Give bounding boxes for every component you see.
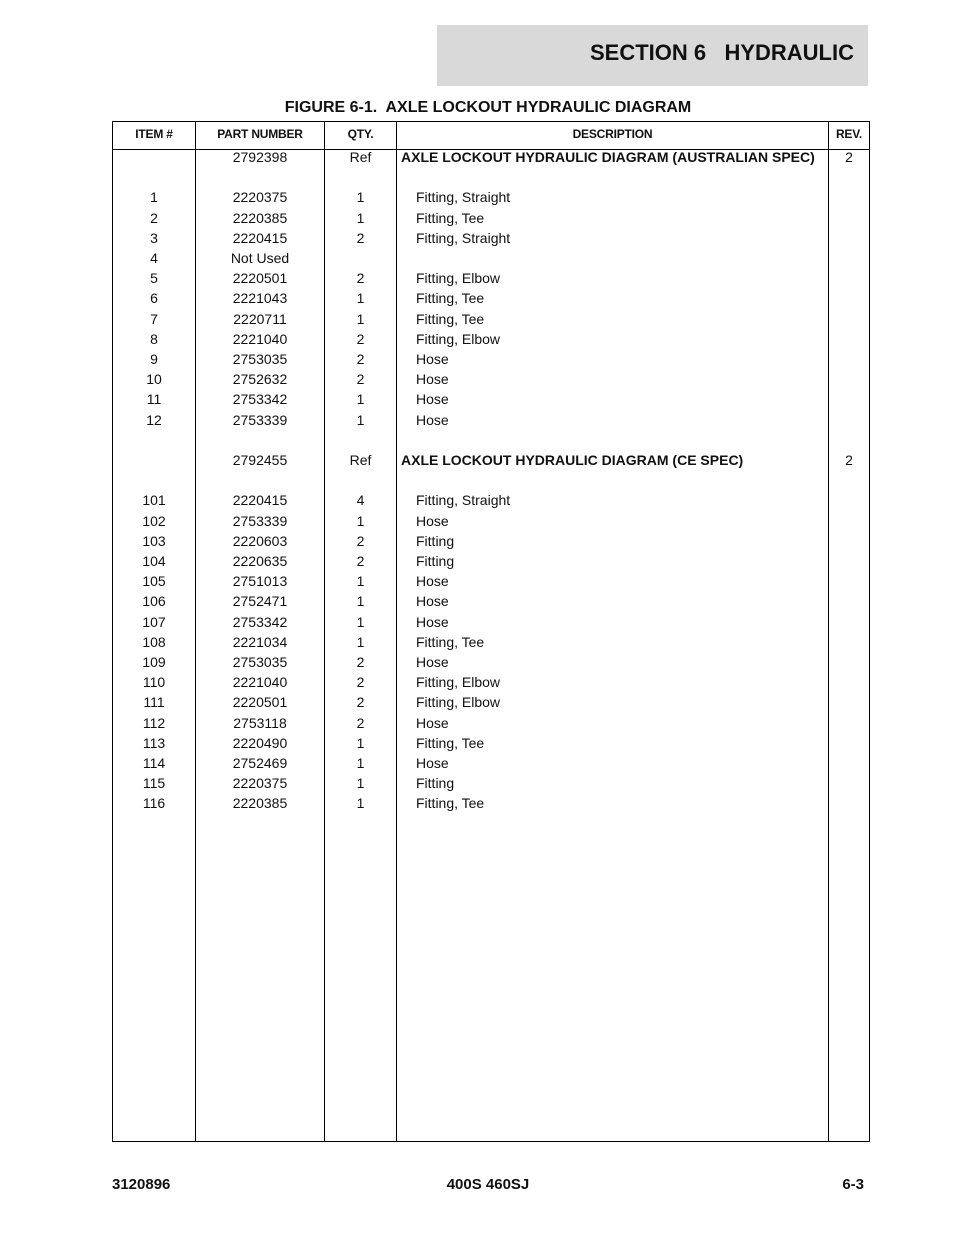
cell-description: Fitting, Elbow — [416, 270, 501, 287]
cell-part-number: 2751013 — [232, 573, 288, 590]
column-header-description: DESCRIPTION — [572, 127, 653, 141]
cell-description: Fitting, Straight — [416, 189, 511, 206]
cell-description: Fitting, Tee — [416, 633, 485, 650]
cell-item: 11 — [146, 391, 162, 408]
cell-part-number: 2752469 — [232, 755, 288, 771]
cell-part-number: 2220490 — [232, 734, 288, 751]
cell-description: Hose — [416, 714, 449, 731]
cell-item: 3 — [150, 229, 158, 246]
cell-qty: 2 — [356, 553, 365, 569]
table-row — [113, 189, 869, 209]
cell-part-number: 2753342 — [232, 391, 288, 408]
table-row — [113, 634, 869, 654]
cell-item: 109 — [142, 654, 166, 670]
cell-qty: 1 — [356, 775, 365, 792]
table-row — [113, 371, 869, 391]
cell-description: Hose — [416, 654, 449, 670]
cell-description: Hose — [416, 593, 449, 610]
cell-description: Fitting — [416, 775, 455, 792]
cell-qty: 1 — [356, 755, 365, 771]
cell-description: Fitting, Tee — [416, 310, 485, 327]
cell-description: Fitting, Straight — [416, 492, 511, 509]
cell-qty: Ref — [349, 149, 372, 165]
cell-item: 103 — [142, 532, 166, 549]
cell-item: 110 — [142, 674, 166, 691]
cell-description: Fitting, Tee — [416, 795, 485, 812]
cell-qty: 2 — [356, 229, 365, 246]
footer-doc-number: 3120896 — [112, 1176, 171, 1193]
cell-item: 106 — [142, 593, 166, 610]
cell-qty: Ref — [349, 452, 372, 468]
cell-rev: 2 — [845, 452, 853, 468]
cell-item: 115 — [142, 775, 166, 792]
cell-part-number: 2220635 — [232, 553, 288, 569]
cell-description: Hose — [416, 755, 449, 771]
cell-qty: 2 — [356, 694, 365, 711]
cell-item: 116 — [142, 795, 166, 812]
cell-description: Fitting — [416, 553, 455, 569]
cell-qty: 1 — [356, 290, 365, 307]
cell-part-number: 2221040 — [232, 330, 288, 347]
cell-description: Hose — [416, 351, 449, 367]
cell-qty: 1 — [356, 512, 365, 529]
cell-item: 108 — [142, 633, 166, 650]
cell-qty: 2 — [356, 674, 365, 691]
cell-description: Fitting, Tee — [416, 209, 485, 226]
cell-item: 5 — [150, 270, 158, 287]
cell-part-number: 2220603 — [232, 532, 288, 549]
cell-qty: 4 — [356, 492, 365, 509]
cell-item: 107 — [142, 613, 166, 630]
cell-item: 6 — [150, 290, 158, 307]
cell-item: 4 — [150, 250, 158, 266]
table-row — [113, 614, 869, 634]
cell-qty: 1 — [356, 593, 365, 610]
cell-qty: 1 — [356, 734, 365, 751]
cell-part-number: 2753118 — [233, 714, 287, 731]
cell-part-number: 2220415 — [232, 229, 288, 246]
cell-item: 111 — [143, 694, 165, 711]
cell-description: Fitting, Tee — [416, 290, 485, 307]
cell-part-number: 2753035 — [232, 654, 288, 670]
table-row — [113, 654, 869, 674]
cell-description: Hose — [416, 411, 449, 428]
table-row — [113, 311, 869, 331]
cell-description: Fitting, Elbow — [416, 694, 501, 711]
cell-description: Fitting, Elbow — [416, 330, 501, 347]
cell-part-number: 2221043 — [232, 290, 288, 307]
cell-item: 1 — [150, 189, 158, 206]
cell-part-number: 2792455 — [232, 452, 288, 468]
cell-item: 113 — [142, 734, 166, 751]
table-row — [113, 391, 869, 411]
cell-part-number: 2220385 — [232, 209, 288, 226]
cell-description: Fitting, Elbow — [416, 674, 501, 691]
table-row — [113, 553, 869, 573]
cell-item: 10 — [146, 371, 162, 388]
table-row — [113, 715, 869, 735]
table-row — [113, 331, 869, 351]
cell-item: 9 — [150, 351, 158, 367]
cell-qty: 2 — [356, 270, 365, 287]
table-row — [113, 513, 869, 533]
cell-part-number: Not Used — [230, 250, 290, 266]
cell-part-number: 2752632 — [232, 371, 288, 388]
footer-model: 400S 460SJ — [446, 1176, 530, 1193]
cell-description: Fitting — [416, 532, 455, 549]
table-row — [113, 755, 869, 775]
table-row — [113, 270, 869, 290]
cell-part-number: 2792398 — [232, 149, 288, 165]
cell-description: AXLE LOCKOUT HYDRAULIC DIAGRAM (CE SPEC) — [401, 452, 744, 468]
section-title: SECTION 6 HYDRAULIC — [589, 40, 854, 65]
cell-qty: 2 — [356, 532, 365, 549]
cell-qty: 1 — [356, 613, 365, 630]
cell-part-number: 2220501 — [232, 270, 288, 287]
cell-qty: 2 — [356, 351, 365, 367]
cell-part-number: 2753035 — [232, 351, 288, 367]
cell-qty: 1 — [356, 209, 365, 226]
cell-description: AXLE LOCKOUT HYDRAULIC DIAGRAM (AUSTRALIAN SPEC) — [401, 149, 815, 165]
cell-item: 7 — [150, 310, 158, 327]
table-row — [113, 250, 869, 270]
table-row — [113, 412, 869, 432]
cell-item: 101 — [142, 492, 166, 509]
cell-part-number: 2221034 — [232, 633, 288, 650]
cell-part-number: 2220385 — [232, 795, 288, 812]
cell-item: 8 — [150, 330, 158, 347]
cell-qty: 2 — [356, 654, 365, 670]
cell-part-number: 2221040 — [232, 674, 288, 691]
cell-item: 102 — [142, 512, 166, 529]
table-row — [113, 593, 869, 613]
cell-part-number: 2220375 — [232, 189, 288, 206]
parts-table — [112, 121, 870, 1142]
cell-qty: 1 — [356, 795, 365, 812]
table-section-row — [113, 452, 869, 472]
cell-description: Hose — [416, 371, 449, 388]
cell-part-number: 2753342 — [232, 613, 288, 630]
cell-description: Fitting, Tee — [416, 734, 485, 751]
cell-item: 12 — [146, 411, 162, 428]
cell-item: 104 — [142, 553, 166, 569]
section-banner — [437, 25, 868, 86]
table-section-row — [113, 149, 869, 169]
cell-description: Hose — [416, 613, 449, 630]
table-row — [113, 735, 869, 755]
cell-part-number: 2220711 — [233, 310, 287, 327]
column-header-item: ITEM # — [135, 127, 173, 141]
footer-page-number: 6-3 — [842, 1176, 864, 1193]
table-row — [113, 573, 869, 593]
cell-item: 105 — [142, 573, 166, 590]
table-row — [113, 210, 869, 230]
column-header-rev: REV. — [835, 127, 863, 141]
cell-part-number: 2753339 — [232, 512, 288, 529]
cell-description: Hose — [416, 391, 449, 408]
table-row — [113, 533, 869, 553]
cell-qty: 1 — [356, 310, 365, 327]
cell-qty: 1 — [356, 391, 365, 408]
cell-item: 114 — [142, 755, 166, 771]
table-row — [113, 492, 869, 512]
cell-part-number: 2752471 — [232, 593, 288, 610]
cell-item: 112 — [142, 714, 166, 731]
cell-part-number: 2220501 — [232, 694, 288, 711]
cell-part-number: 2753339 — [232, 411, 288, 428]
table-row — [113, 290, 869, 310]
table-row — [113, 674, 869, 694]
cell-qty: 2 — [356, 371, 365, 388]
table-row — [113, 230, 869, 250]
cell-part-number: 2220375 — [232, 775, 288, 792]
table-row — [113, 694, 869, 714]
figure-title: FIGURE 6-1. AXLE LOCKOUT HYDRAULIC DIAGRAM — [284, 99, 692, 116]
table-row — [113, 795, 869, 815]
cell-qty: 1 — [356, 189, 365, 206]
cell-description: Fitting, Straight — [416, 229, 511, 246]
table-row — [113, 775, 869, 795]
cell-qty: 2 — [356, 330, 365, 347]
column-header-part-number: PART NUMBER — [217, 127, 303, 141]
table-row — [113, 351, 869, 371]
cell-item: 2 — [150, 209, 158, 226]
cell-description: Hose — [416, 573, 449, 590]
cell-part-number: 2220415 — [232, 492, 288, 509]
cell-qty: 1 — [356, 411, 365, 428]
cell-qty: 1 — [356, 573, 365, 590]
cell-description: Hose — [416, 512, 449, 529]
column-header-qty: QTY. — [347, 127, 374, 141]
cell-qty: 1 — [356, 633, 365, 650]
cell-rev: 2 — [845, 149, 853, 165]
cell-qty: 2 — [356, 714, 365, 731]
